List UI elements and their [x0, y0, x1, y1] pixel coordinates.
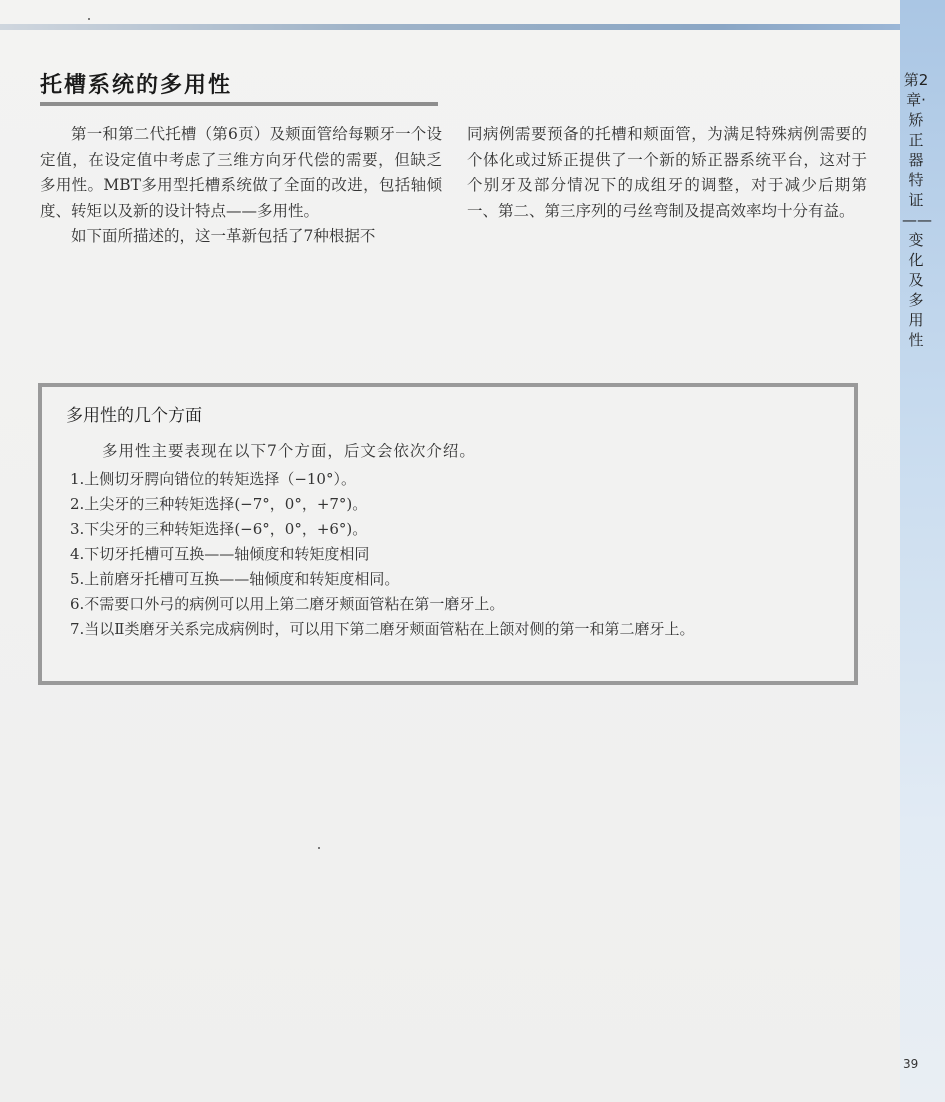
page-number: 39 [903, 1057, 919, 1071]
box-title: 多用性的几个方面 [66, 406, 202, 426]
list-item: 4.下切牙托槽可互换——轴倾度和转矩度相同 [70, 545, 370, 563]
box-intro: 多用性主要表现在以下7个方面，后文会依次介绍。 [102, 442, 476, 460]
left-paragraph-1: 第一和第二代托槽（第6页）及颊面管给每颗牙一个设定值，在设定值中考虑了三维方向牙代偿的需要，但缺乏多用性。MBT多用型托槽系统做了全面的改进，包括轴倾度、转矩以及新的设计特点——多用性。 [40, 125, 442, 220]
list-item: 3.下尖牙的三种转矩选择(−6°，0°，+6°)。 [70, 520, 368, 538]
list-item: 5.上前磨牙托槽可互换——轴倾度和转矩度相同。 [70, 570, 400, 588]
scan-speck [318, 847, 320, 849]
left-paragraph-2: 如下面所描述的，这一革新包括了7种根据不 [71, 227, 376, 245]
title-underline [40, 102, 438, 106]
list-item: 1.上侧切牙腭向错位的转矩选择（−10°）。 [70, 470, 356, 488]
chapter-side-tab: 第2章·矫正器特证——变化及多用性 [902, 71, 932, 349]
list-item: 7.当以Ⅱ类磨牙关系完成病例时，可以用下第二磨牙颊面管粘在上颌对侧的第一和第二磨牙上。 [70, 620, 695, 638]
section-title: 托槽系统的多用性 [40, 73, 233, 98]
scan-speck [88, 18, 90, 20]
left-text-column [40, 122, 442, 250]
versatility-box [38, 383, 858, 685]
right-paragraph-1: 同病例需要预备的托槽和颊面管，为满足特殊病例需要的个体化或过矫正提供了一个新的矫正器系统平台，这对于个别牙及部分情况下的成组牙的调整，对于减少后期第一、第二、第三序列的弓丝弯制及提高效率均十分有益。 [467, 125, 867, 220]
top-color-rule [0, 24, 900, 30]
right-text-column [467, 122, 867, 224]
list-item: 2.上尖牙的三种转矩选择(−7°，0°，+7°)。 [70, 495, 368, 513]
list-item: 6.不需要口外弓的病例可以用上第二磨牙颊面管粘在第一磨牙上。 [70, 595, 505, 613]
box-list [70, 467, 695, 642]
